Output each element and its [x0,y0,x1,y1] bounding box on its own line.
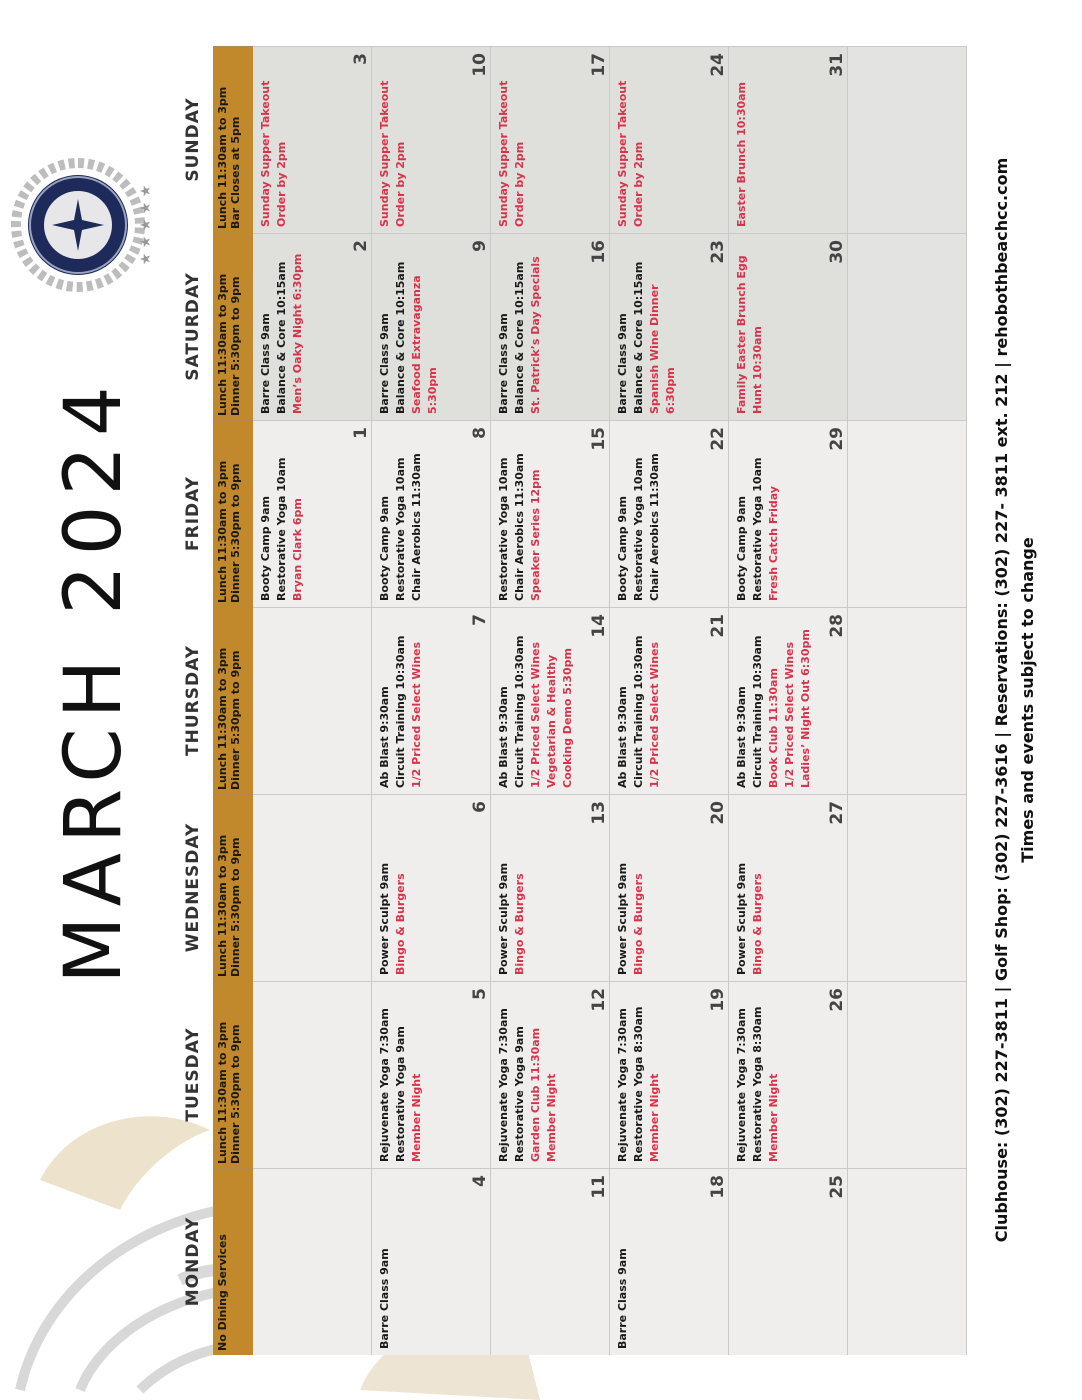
day-cell-29 [729,420,848,607]
class-event: Restorative Yoga 10am [275,457,288,601]
page-title: MARCH 2024 [49,376,139,984]
date-number: 5 [470,988,490,1000]
day-cell-30 [729,233,848,420]
class-event: Restorative Yoga 10am [751,457,764,601]
date-number: 20 [708,801,728,825]
empty-day-cell [848,607,967,794]
club-seal-logo [8,150,158,300]
empty-day-cell [848,420,967,607]
special-event: Bingo & Burgers [513,873,526,975]
date-number: 1 [351,427,371,439]
class-event: Power Sculpt 9am [616,862,629,975]
dining-hours-thursday: Lunch 11:30am to 3pm Dinner 5:30pm to 9pm [213,607,253,794]
date-number: 28 [827,614,847,638]
day-cell-26 [729,981,848,1168]
class-event: Circuit Training 10:30am [394,635,407,788]
date-number: 2 [351,240,371,252]
special-event: Easter Brunch 10:30am [735,81,748,227]
class-event: Power Sculpt 9am [378,862,391,975]
date-number: 10 [470,53,490,77]
day-cell-15 [491,420,610,607]
day-cell-3 [253,46,372,233]
day-cell-24 [610,46,729,233]
special-event: Member Night [410,1073,423,1162]
day-cell-17 [491,46,610,233]
special-event: 5:30pm [426,367,439,414]
special-event: Sunday Supper Takeout [616,80,629,227]
class-event: Restorative Yoga 10am [394,457,407,601]
class-event: Barre Class 9am [378,313,391,414]
contact-info: Clubhouse: (302) 227-3811 | Golf Shop: (302) 227-3616 | Reservations: (302) 227- 3811 ext. 212 | rehobothbeachcc.com [992,157,1011,1243]
class-event: Balance & Core 10:15am [632,261,645,414]
class-event: Power Sculpt 9am [497,862,510,975]
special-event: Sunday Supper Takeout [497,80,510,227]
day-cell-5 [372,981,491,1168]
empty-day-cell [848,233,967,420]
day-cell-19 [610,981,729,1168]
date-number: 15 [589,427,609,451]
special-event: Order by 2pm [394,141,407,227]
day-cell-18 [610,1168,729,1355]
class-event: Restorative Yoga 9am [394,1026,407,1162]
date-number: 13 [589,801,609,825]
class-event: Ab Blast 9:30am [735,686,748,788]
class-event: Ab Blast 9:30am [378,686,391,788]
date-number: 27 [827,801,847,825]
class-event: Barre Class 9am [378,1248,391,1349]
day-cell-25 [729,1168,848,1355]
day-cell-1 [253,420,372,607]
day-cell-11 [491,1168,610,1355]
special-event: Order by 2pm [513,141,526,227]
day-name-sunday: SUNDAY [183,97,203,182]
special-event: Sunday Supper Takeout [378,80,391,227]
class-event: Booty Camp 9am [616,496,629,601]
class-event: Circuit Training 10:30am [751,635,764,788]
dining-hours-monday: No Dining Services [213,1168,253,1355]
day-cell-9 [372,233,491,420]
disclaimer: Times and events subject to change [1018,537,1037,863]
date-number: 4 [470,1175,490,1187]
special-event: Garden Club 11:30am [529,1027,542,1162]
special-event: Vegetarian & Healthy [545,654,558,788]
class-event: Ab Blast 9:30am [497,686,510,788]
class-event: Circuit Training 10:30am [632,635,645,788]
date-number: 11 [589,1175,609,1199]
date-number: 17 [589,53,609,77]
class-event: Balance & Core 10:15am [394,261,407,414]
special-event: 1/2 Priced Select Wines [410,641,423,788]
day-cell-21 [610,607,729,794]
dining-hours-sunday: Lunch 11:30am to 3pm Bar Closes at 5pm [213,46,253,233]
class-event: Restorative Yoga 9am [513,1026,526,1162]
date-number: 6 [470,801,490,813]
class-event: Rejuvenate Yoga 7:30am [735,1008,748,1162]
special-event: Sunday Supper Takeout [259,80,272,227]
empty-day-cell [848,46,967,233]
class-event: Barre Class 9am [497,313,510,414]
empty-day-cell [253,607,372,794]
date-number: 18 [708,1175,728,1199]
class-event: Power Sculpt 9am [735,862,748,975]
dining-hours-wednesday: Lunch 11:30am to 3pm Dinner 5:30pm to 9pm [213,794,253,981]
class-event: Rejuvenate Yoga 7:30am [378,1008,391,1162]
empty-day-cell [848,794,967,981]
special-event: Member Night [648,1073,661,1162]
special-event: Book Club 11:30am [767,668,780,788]
class-event: Barre Class 9am [616,1248,629,1349]
special-event: Bingo & Burgers [632,873,645,975]
day-cell-28 [729,607,848,794]
class-event: Rejuvenate Yoga 7:30am [616,1008,629,1162]
day-name-saturday: SATURDAY [183,272,203,381]
class-event: Barre Class 9am [616,313,629,414]
special-event: Ladies’ Night Out 6:30pm [799,629,812,788]
special-event: Speaker Series 12pm [529,469,542,601]
date-number: 29 [827,427,847,451]
day-cell-2 [253,233,372,420]
empty-day-cell [253,981,372,1168]
special-event: Spanish Wine Dinner [648,284,661,414]
special-event: St. Patrick’s Day Specials [529,256,542,414]
special-event: Member Night [767,1073,780,1162]
special-event: Seafood Extravaganza [410,275,423,414]
day-cell-27 [729,794,848,981]
special-event: 1/2 Priced Select Wines [783,641,796,788]
day-cell-23 [610,233,729,420]
day-cell-31 [729,46,848,233]
class-event: Restorative Yoga 8:30am [751,1006,764,1162]
special-event: 1/2 Priced Select Wines [648,641,661,788]
day-cell-22 [610,420,729,607]
date-number: 31 [827,53,847,77]
day-cell-10 [372,46,491,233]
dining-hours-saturday: Lunch 11:30am to 3pm Dinner 5:30pm to 9pm [213,233,253,420]
class-event: Chair Aerobics 11:30am [410,453,423,601]
class-event: Ab Blast 9:30am [616,686,629,788]
class-event: Barre Class 9am [259,313,272,414]
svg-text:★ ★ ★ ★ ★: ★ ★ ★ ★ ★ [138,184,154,266]
date-number: 16 [589,240,609,264]
date-number: 24 [708,53,728,77]
special-event: Men’s Oaky Night 6:30pm [291,253,304,414]
class-event: Restorative Yoga 10am [497,457,510,601]
class-event: Booty Camp 9am [259,496,272,601]
date-number: 14 [589,614,609,638]
day-cell-12 [491,981,610,1168]
date-number: 7 [470,614,490,626]
date-number: 12 [589,988,609,1012]
special-event: Hunt 10:30am [751,326,764,414]
day-cell-20 [610,794,729,981]
date-number: 23 [708,240,728,264]
day-cell-4 [372,1168,491,1355]
empty-day-cell [253,794,372,981]
special-event: Order by 2pm [632,141,645,227]
special-event: Bingo & Burgers [751,873,764,975]
day-cell-16 [491,233,610,420]
special-event: 1/2 Priced Select Wines [529,641,542,788]
empty-day-cell [848,981,967,1168]
date-number: 8 [470,427,490,439]
class-event: Circuit Training 10:30am [513,635,526,788]
day-name-monday: MONDAY [183,1216,203,1307]
date-number: 21 [708,614,728,638]
special-event: Bingo & Burgers [394,873,407,975]
dining-hours-tuesday: Lunch 11:30am to 3pm Dinner 5:30pm to 9pm [213,981,253,1168]
class-event: Chair Aerobics 11:30am [648,453,661,601]
special-event: Family Easter Brunch Egg [735,255,748,414]
date-number: 30 [827,240,847,264]
class-event: Restorative Yoga 10am [632,457,645,601]
empty-day-cell [848,1168,967,1355]
day-cell-6 [372,794,491,981]
date-number: 3 [351,53,371,65]
special-event: Cooking Demo 5:30pm [561,648,574,788]
dining-hours-friday: Lunch 11:30am to 3pm Dinner 5:30pm to 9pm [213,420,253,607]
day-name-wednesday: WEDNESDAY [183,822,203,953]
day-name-friday: FRIDAY [183,476,203,551]
date-number: 19 [708,988,728,1012]
class-event: Booty Camp 9am [735,496,748,601]
class-event: Chair Aerobics 11:30am [513,453,526,601]
special-event: Fresh Catch Friday [767,486,780,601]
special-event: Member Night [545,1073,558,1162]
day-name-thursday: THURSDAY [183,645,203,756]
special-event: 6:30pm [664,367,677,414]
class-event: Rejuvenate Yoga 7:30am [497,1008,510,1162]
date-number: 26 [827,988,847,1012]
day-name-tuesday: TUESDAY [183,1027,203,1122]
day-cell-14 [491,607,610,794]
class-event: Booty Camp 9am [378,496,391,601]
special-event: Order by 2pm [275,141,288,227]
special-event: Bryan Clark 6pm [291,498,304,601]
date-number: 25 [827,1175,847,1199]
date-number: 22 [708,427,728,451]
date-number: 9 [470,240,490,252]
empty-day-cell [253,1168,372,1355]
calendar-grid [213,45,967,1355]
class-event: Balance & Core 10:15am [275,261,288,414]
day-cell-13 [491,794,610,981]
class-event: Balance & Core 10:15am [513,261,526,414]
day-cell-7 [372,607,491,794]
day-cell-8 [372,420,491,607]
class-event: Restorative Yoga 8:30am [632,1006,645,1162]
